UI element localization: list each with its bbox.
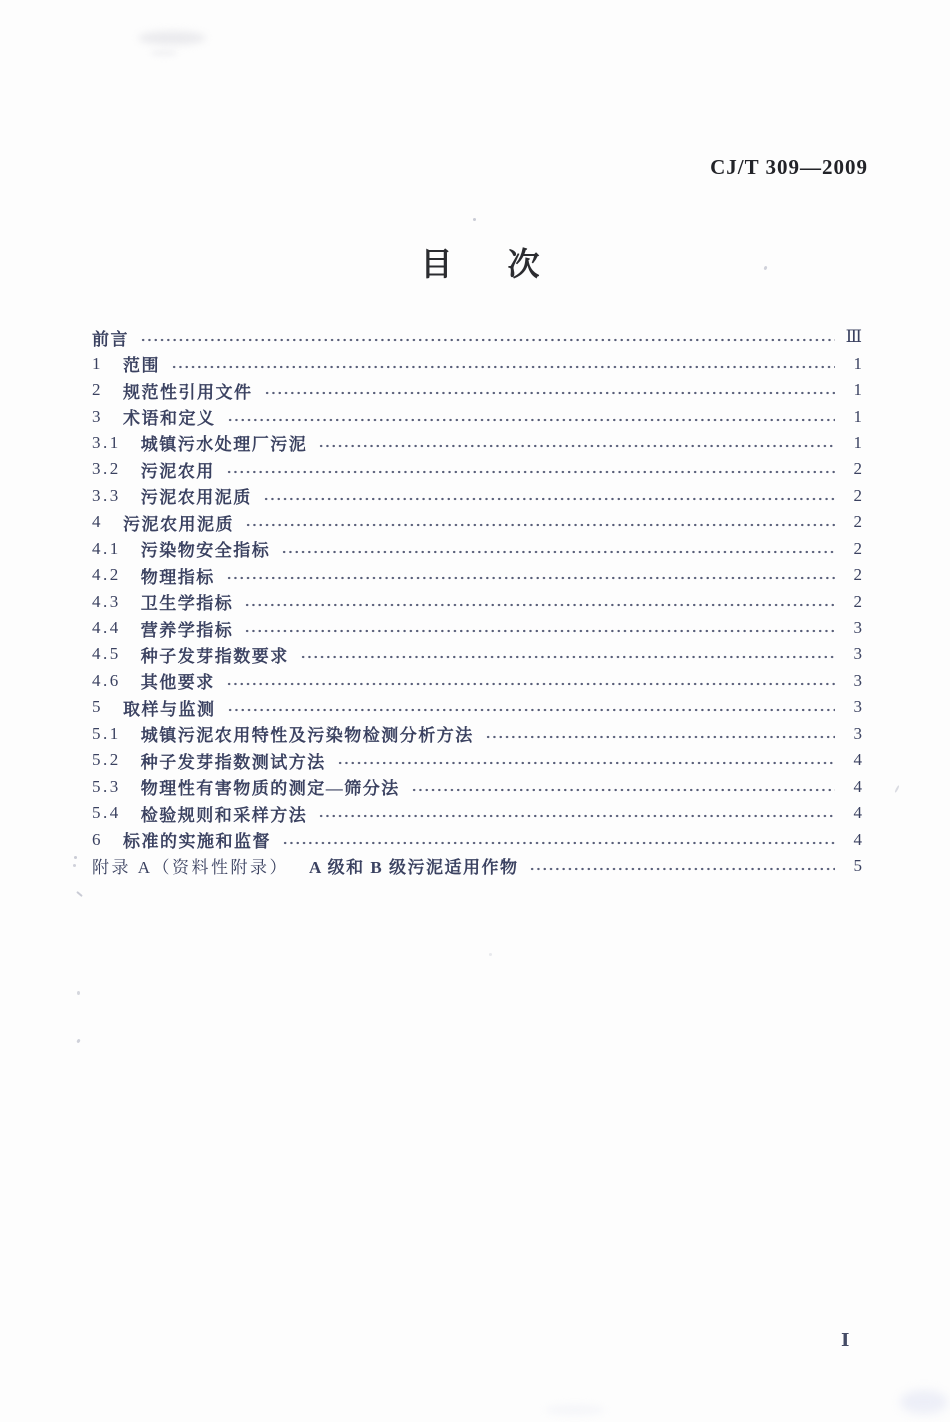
scan-smudge [545,1405,605,1415]
toc-entry-title: 其他要求 [140,673,215,693]
toc-entry-page: 4 [853,829,862,849]
toc-entry [92,403,862,429]
dot-leader-icon [411,788,835,792]
toc-entry-title: 种子发芽指数要求 [140,646,289,666]
scan-smudge [138,31,206,45]
toc-entry-page: 2 [853,565,862,585]
toc-entry [92,694,862,720]
dot-leader-icon [318,444,835,448]
dot-leader-icon [227,418,836,422]
dot-leader-icon [171,365,835,369]
dot-leader-icon [282,841,835,845]
dot-leader-icon [226,576,835,580]
toc-entry-number: 5 [92,697,103,717]
toc-entry-page: 3 [853,670,862,690]
scan-smudge [900,1390,948,1414]
toc-entry-title: A 级和 B 级污泥适用作物 [309,858,519,878]
toc-entry-title: 检验规则和采样方法 [140,805,308,825]
toc-entry-number: 3.2 [92,459,121,479]
toc-entry [92,536,862,562]
toc-entry-page: 1 [853,380,862,400]
toc-entry-number: 4 [92,512,103,532]
toc-entry [92,721,862,747]
toc-entry-number: 1 [92,353,103,373]
toc-entry [92,641,862,667]
toc-entry-number: 3.3 [92,485,121,505]
dot-leader-icon [264,391,836,395]
toc-entry-title: 标准的实施和监督 [123,832,271,852]
toc-entry-number: 4.6 [92,670,121,690]
toc-entry [92,800,862,826]
toc-entry-number: 6 [92,829,103,849]
footer-page-number: Ⅰ [841,1330,850,1350]
scan-speck [489,953,492,956]
toc-entry-page: 1 [853,406,862,426]
toc-entry-number: 附录 A（资料性附录） [92,858,290,878]
toc-entry [92,826,862,852]
toc-entry [92,456,862,482]
toc-entry-page: 2 [853,512,862,532]
toc-entry-title: 污泥农用泥质 [140,488,252,508]
toc-entry-title: 种子发芽指数测试方法 [140,752,326,772]
toc-list [92,324,862,879]
toc-entry [92,483,862,509]
toc-entry-title: 前言 [92,329,129,349]
toc-entry-number: 4.4 [92,618,121,638]
toc-entry [92,773,862,799]
dot-leader-icon [227,708,836,712]
scan-speck [77,991,80,995]
toc-entry-number: 4.3 [92,591,121,611]
dot-leader-icon [318,814,835,818]
toc-entry [92,615,862,641]
toc-entry-number: 5.3 [92,776,121,796]
toc-entry-number: 4.1 [92,538,121,558]
toc-entry-page: 2 [853,538,862,558]
toc-entry-title: 城镇污水处理厂污泥 [140,435,308,455]
toc-entry-page: 2 [853,485,862,505]
toc-entry-page: 3 [853,697,862,717]
toc-entry-page: 3 [853,618,862,638]
scan-speck [74,856,77,859]
toc-entry-page: Ⅲ [845,327,862,347]
dot-leader-icon [140,338,835,342]
toc-entry [92,509,862,535]
toc-entry [92,324,862,350]
toc-entry [92,430,862,456]
toc-entry-number: 3.1 [92,432,121,452]
toc-entry-title: 污泥农用 [140,461,215,481]
toc-entry-title: 营养学指标 [140,620,234,640]
toc-entry-number: 5.1 [92,723,121,743]
toc-entry [92,588,862,614]
dot-leader-icon [226,470,835,474]
dot-leader-icon [244,629,835,633]
toc-entry-page: 4 [853,803,862,823]
page-title-char-2: 次 [507,246,540,282]
toc-entry-number: 4.2 [92,565,121,585]
scan-speck [473,218,476,221]
toc-entry [92,377,862,403]
toc-entry-title: 规范性引用文件 [123,382,253,402]
toc-entry [92,350,862,376]
toc-entry-number: 5.2 [92,750,121,770]
toc-entry [92,853,862,879]
toc-entry-page: 4 [853,750,862,770]
toc-entry-page: 2 [853,591,862,611]
toc-entry-page: 1 [853,432,862,452]
toc-entry-title: 污染物安全指标 [140,541,271,561]
toc-entry-title: 卫生学指标 [140,594,234,614]
toc-entry-number: 3 [92,406,103,426]
toc-entry [92,747,862,773]
dot-leader-icon [281,550,835,554]
toc-entry-page: 2 [853,459,862,479]
toc-entry-title: 物理性有害物质的测定—筛分法 [140,779,400,799]
toc-entry-page: 3 [853,644,862,664]
scan-speck [76,891,83,897]
scan-speck [76,1039,81,1044]
page-title-char-1: 目 [420,246,453,282]
scan-speck [73,864,76,867]
dot-leader-icon [485,735,835,739]
toc-entry-number: 4.5 [92,644,121,664]
toc-entry [92,562,862,588]
toc-entry-title: 取样与监测 [123,699,216,719]
scan-speck [894,785,900,793]
dot-leader-icon [226,682,835,686]
standard-code: CJ/T 309—2009 [710,155,868,179]
toc-entry-page: 4 [853,776,862,796]
dot-leader-icon [300,655,835,659]
toc-entry [92,668,862,694]
scan-smudge [150,50,178,56]
toc-entry-number: 5.4 [92,803,121,823]
dot-leader-icon [245,523,835,527]
toc-entry-title: 物理指标 [140,567,215,587]
toc-entry-title: 污泥农用泥质 [123,514,234,534]
toc-entry-page: 1 [853,353,862,373]
toc-entry-page: 3 [853,723,862,743]
dot-leader-icon [337,761,835,765]
toc-entry-page: 5 [853,855,862,875]
dot-leader-icon [244,603,835,607]
dot-leader-icon [263,497,835,501]
toc-entry-number: 2 [92,380,103,400]
toc-entry-title: 范围 [123,356,160,376]
toc-entry-title: 术语和定义 [123,409,216,429]
dot-leader-icon [529,867,835,871]
toc-entry-title: 城镇污泥农用特性及污染物检测分析方法 [140,726,474,746]
page-title [5,239,950,285]
